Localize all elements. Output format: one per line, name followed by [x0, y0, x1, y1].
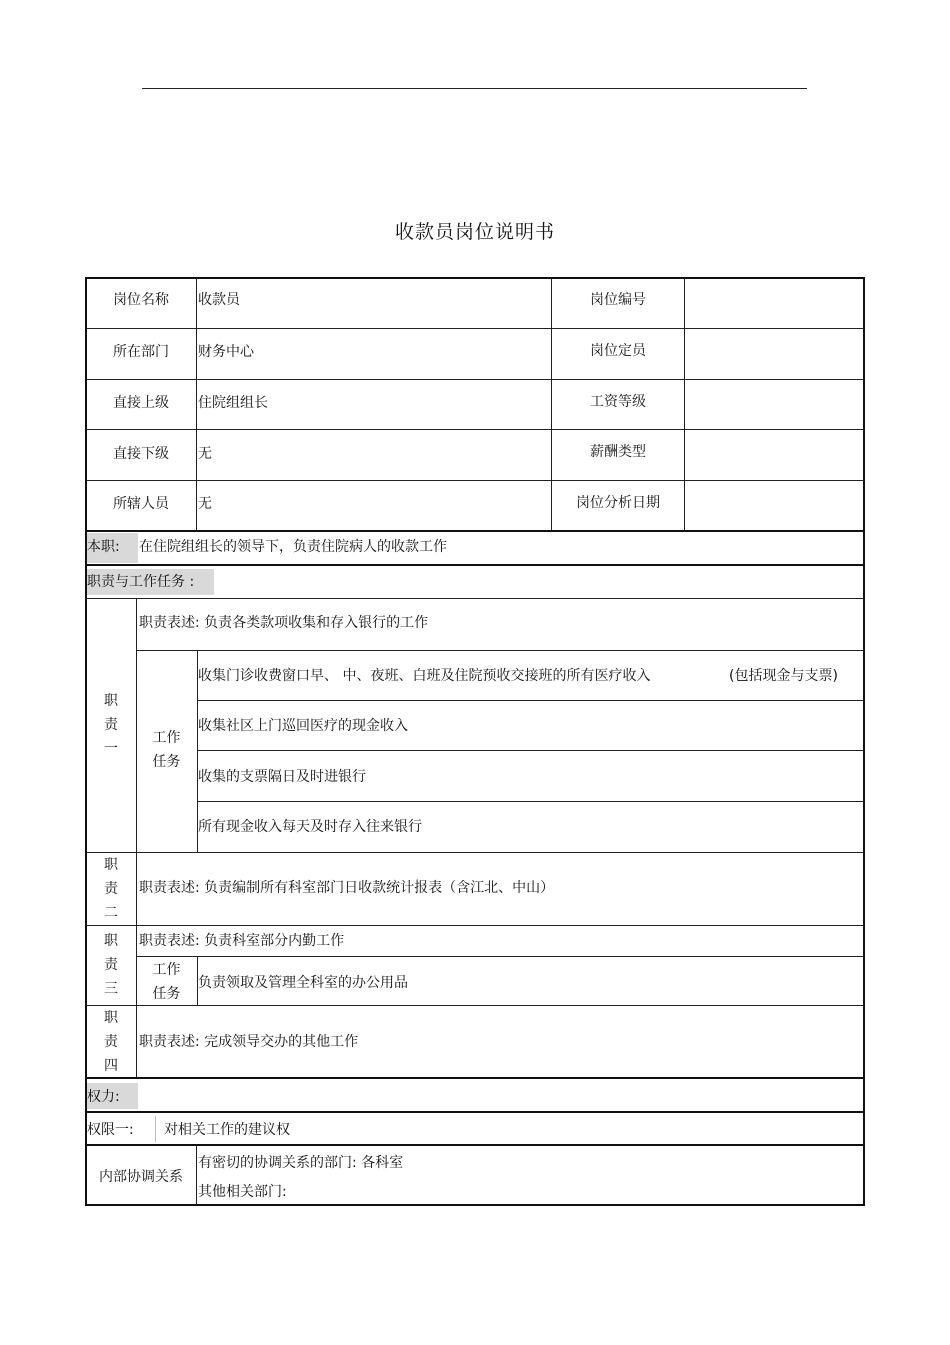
subordinate-label: 直接下级 [113, 446, 169, 462]
post-no-label: 岗位编号 [590, 292, 646, 308]
row-divider [86, 328, 864, 329]
dept-value: 财务中心 [198, 344, 254, 360]
row-divider [86, 379, 864, 380]
dept-label: 所在部门 [113, 344, 169, 360]
row-divider [136, 956, 864, 957]
page-title: 收款员岗位说明书 [394, 221, 555, 243]
duty3-task-label: 工作 任务 [152, 962, 181, 1002]
duty4-desc: 职责表述: 完成领导交办的其他工作 [139, 1034, 359, 1050]
col-divider [136, 598, 137, 852]
internal-label: 内部协调关系 [99, 1169, 183, 1185]
col-divider [684, 278, 685, 531]
duty3-label: 职 责 三 [104, 933, 118, 997]
authority-item-label: 权限一: [87, 1122, 134, 1138]
pay-type-label: 薪酬类型 [590, 444, 646, 460]
col-divider [196, 278, 197, 531]
row-divider [197, 801, 864, 802]
authority-label: 权力: [87, 1089, 120, 1105]
duty1-task-label: 工作 任务 [152, 730, 181, 770]
superior-label: 直接上级 [113, 395, 169, 411]
superior-value: 住院组组长 [198, 395, 268, 411]
subordinate-value: 无 [198, 446, 212, 462]
col-divider [155, 1116, 156, 1142]
row-divider [197, 750, 864, 751]
row-divider [136, 650, 864, 651]
duty1-task-4: 所有现金收入每天及时存入往来银行 [198, 819, 422, 835]
row-divider [86, 598, 864, 599]
duty1-desc: 职责表述: 负责各类款项收集和存入银行的工作 [139, 615, 429, 631]
row-divider [86, 480, 864, 481]
staffing-label: 岗位定员 [590, 343, 646, 359]
managed-value: 无 [198, 496, 212, 512]
row-divider [86, 852, 864, 853]
row-divider [86, 1111, 864, 1113]
row-divider [86, 429, 864, 430]
internal-line-2: 其他相关部门: [198, 1184, 287, 1200]
duty3-task: 负责领取及管理全科室的办公用品 [198, 975, 408, 991]
header-rule [142, 88, 807, 89]
post-name-label: 岗位名称 [113, 292, 169, 308]
duty2-label: 职 责 二 [104, 857, 118, 921]
row-divider [86, 1077, 864, 1079]
row-divider [86, 564, 864, 566]
managed-label: 所辖人员 [113, 496, 169, 512]
duty1-task-3: 收集的支票隔日及时进银行 [198, 769, 366, 785]
duty-main-label: 本职: [87, 539, 120, 555]
row-divider [197, 700, 864, 701]
col-divider [136, 852, 137, 925]
wage-label: 工资等级 [590, 394, 646, 410]
row-divider [86, 925, 864, 926]
duty3-desc: 职责表述: 负责科室部分内勤工作 [139, 933, 345, 949]
duty1-task-2: 收集社区上门巡回医疗的现金收入 [198, 718, 408, 734]
duty1-task-1-note: (包括现金与支票) [729, 668, 838, 684]
duty2-desc: 职责表述: 负责编制所有科室部门日收款统计报表（含江北、中山） [139, 880, 555, 896]
analysis-date-label: 岗位分析日期 [576, 495, 660, 511]
col-divider [136, 1005, 137, 1078]
duty1-label: 职 责 一 [104, 693, 118, 757]
internal-line-1: 有密切的协调关系的部门: 各科室 [198, 1155, 404, 1171]
duty-main-text: 在住院组组长的领导下，负责住院病人的收款工作 [139, 539, 447, 555]
duty4-label: 职 责 四 [104, 1010, 118, 1074]
col-divider [196, 1146, 197, 1204]
duty1-task-1: 收集门诊收费窗口早、 中、夜班、白班及住院预收交接班的所有医疗收入 [198, 668, 651, 684]
row-divider [86, 1005, 864, 1006]
row-divider [86, 1144, 864, 1146]
duties-header: 职责与工作任务 : [87, 574, 195, 590]
post-name-value: 收款员 [198, 292, 240, 308]
authority-item-text: 对相关工作的建议权 [164, 1122, 290, 1138]
